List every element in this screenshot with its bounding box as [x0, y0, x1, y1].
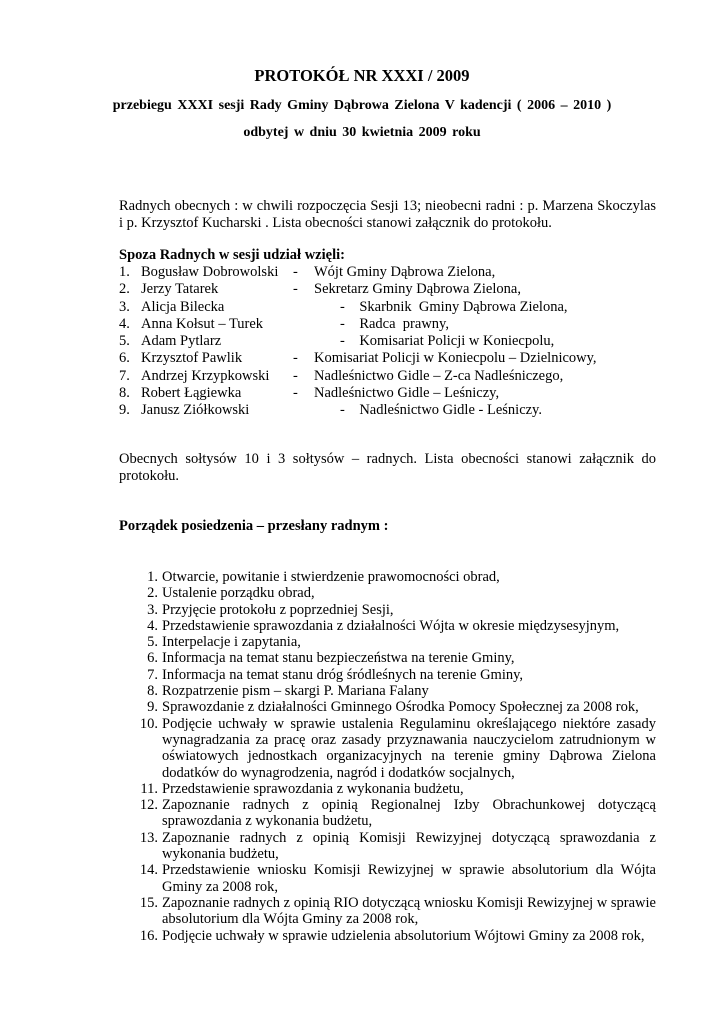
- guest-role: Sekretarz Gminy Dąbrowa Zielona,: [314, 281, 521, 298]
- agenda-item-number: 12.: [139, 797, 158, 814]
- guest-item: [119, 316, 659, 333]
- guest-name: Robert Łągiewka: [141, 385, 242, 402]
- guests-heading: Spoza Radnych w sesji udział wzięli:: [119, 247, 345, 263]
- agenda-item: [137, 862, 656, 895]
- agenda-item-number: 16.: [139, 927, 158, 944]
- guest-item: [119, 368, 659, 385]
- guest-role: Nadleśnictwo Gidle – Leśniczy,: [314, 385, 500, 402]
- guest-name: Alicja Bilecka: [141, 298, 225, 315]
- guest-item: [119, 299, 659, 316]
- agenda-item-number: 10.: [139, 715, 158, 732]
- guest-name: Anna Kołsut – Turek: [141, 315, 264, 332]
- agenda-item: [137, 602, 656, 618]
- agenda-item: [137, 830, 656, 863]
- agenda-list: [137, 569, 656, 944]
- agenda-item-text: Zapoznanie radnych z opinią RIO dotyczącą wniosku Komisji Rewizyjnej w sprawie absolutorium dla Wójta Gminy za 2008 rok,: [162, 894, 656, 928]
- guest-number: 3.: [119, 298, 130, 315]
- document-title: PROTOKÓŁ NR XXXI / 2009: [254, 66, 470, 85]
- guest-role: - Nadleśnictwo Gidle - Leśniczy.: [340, 402, 542, 419]
- agenda-item: [137, 585, 656, 601]
- guest-number: 8.: [119, 385, 130, 402]
- agenda-item-number: 13.: [139, 829, 158, 846]
- guest-separator: -: [293, 281, 298, 298]
- guest-role: - Radca prawny,: [340, 315, 449, 332]
- guest-role: Nadleśnictwo Gidle – Z-ca Nadleśniczego,: [314, 367, 564, 384]
- agenda-item-text: Podjęcie uchwały w sprawie udzielenia absolutorium Wójtowi Gminy za 2008 rok,: [162, 927, 645, 944]
- agenda-item-number: 8.: [147, 683, 158, 700]
- guest-name: Bogusław Dobrowolski: [141, 264, 279, 280]
- session-date: odbytej w dniu 30 kwietnia 2009 roku: [243, 125, 481, 140]
- guest-item: [119, 333, 659, 350]
- agenda-item-text: Zapoznanie radnych z opinią Regionalnej Izby Obrachunkowej dotyczącą sprawozdania z wykonania budżetu,: [162, 797, 656, 830]
- agenda-item-number: 1.: [147, 569, 158, 585]
- agenda-item-text: Informacja na temat stanu bezpieczeństwa na terenie Gminy,: [162, 650, 515, 667]
- guest-name: Jerzy Tatarek: [141, 281, 219, 298]
- agenda-item: [137, 797, 656, 830]
- guest-number: 9.: [119, 402, 130, 419]
- agenda-item-text: Informacja na temat stanu dróg śródleśnych na terenie Gminy,: [162, 666, 524, 683]
- agenda-heading: Porządek posiedzenia – przesłany radnym :: [119, 518, 389, 534]
- agenda-item: [137, 683, 656, 699]
- agenda-item: [137, 569, 656, 585]
- guests-list: [119, 264, 659, 420]
- guest-item: [119, 281, 659, 298]
- guest-item: [119, 350, 659, 367]
- guest-item: [119, 264, 659, 281]
- agenda-item-number: 9.: [147, 699, 158, 716]
- agenda-item-number: 6.: [147, 650, 158, 667]
- guest-name: Adam Pytlarz: [141, 333, 222, 350]
- agenda-item-number: 5.: [147, 634, 158, 651]
- agenda-item: [137, 650, 656, 666]
- agenda-item-number: 15.: [139, 894, 158, 911]
- agenda-item: [137, 716, 656, 781]
- guest-role: Wójt Gminy Dąbrowa Zielona,: [314, 264, 496, 280]
- guest-item: [119, 385, 659, 402]
- agenda-item-number: 14.: [139, 862, 158, 879]
- agenda-item: [137, 928, 656, 944]
- guest-number: 6.: [119, 350, 130, 367]
- agenda-item-text: Sprawozdanie z działalności Gminnego Ośrodka Pomocy Społecznej za 2008 rok,: [162, 699, 639, 716]
- guest-name: Andrzej Krzypkowski: [141, 367, 270, 384]
- agenda-item: [137, 699, 656, 715]
- agenda-item-text: Przedstawienie wniosku Komisji Rewizyjnej w sprawie absolutorium dla Wójta Gminy za 2008 rok,: [162, 862, 656, 895]
- guest-name: Janusz Ziółkowski: [141, 402, 250, 419]
- agenda-item: [137, 618, 656, 634]
- agenda-item-text: Przyjęcie protokołu z poprzedniej Sesji,: [162, 601, 394, 618]
- guest-separator: -: [293, 264, 298, 280]
- guest-role: Komisariat Policji w Koniecpolu – Dzielnicowy,: [314, 350, 597, 367]
- agenda-item: [137, 634, 656, 650]
- agenda-item-text: Ustalenie porządku obrad,: [162, 585, 315, 602]
- document-subtitle: przebiegu XXXI sesji Rady Gminy Dąbrowa Zielona V kadencji ( 2006 – 2010 ): [112, 98, 612, 113]
- agenda-item-number: 7.: [147, 666, 158, 683]
- guest-number: 7.: [119, 367, 130, 384]
- agenda-item: [137, 895, 656, 928]
- guest-number: 5.: [119, 333, 130, 350]
- agenda-item-number: 3.: [147, 601, 158, 618]
- agenda-item-number: 2.: [147, 585, 158, 602]
- agenda-item-text: Zapoznanie radnych z opinią Komisji Rewizyjnej dotyczącą sprawozdania z wykonania budżetu,: [162, 829, 656, 863]
- guest-role: - Komisariat Policji w Koniecpolu,: [340, 333, 555, 350]
- agenda-item-text: Przedstawienie sprawozdania z wykonania budżetu,: [162, 780, 464, 797]
- guest-separator: -: [293, 367, 298, 384]
- soltys-paragraph: Obecnych sołtysów 10 i 3 sołtysów – radnych. Lista obecności stanowi załącznik do protokołu.: [119, 451, 656, 484]
- attendance-paragraph: Radnych obecnych : w chwili rozpoczęcia Sesji 13; nieobecni radni : p. Marzena Skoczylas i p. Krzysztof Kucharski . Lista obecności stanowi załącznik do protokołu.: [119, 198, 656, 231]
- agenda-item: [137, 667, 656, 683]
- guest-item: [119, 402, 659, 419]
- agenda-item-text: Podjęcie uchwały w sprawie ustalenia Regulaminu określającego niektóre zasady wynagradzania za pracę oraz zasady przyznawania nauczycielom zatrudnionym w oświatowych jednostkach organizacyjnych na terenie gminy Dąbrowa Zielona dodatków do wynagrodzenia, nagród i dodatków socjalnych,: [162, 715, 656, 781]
- guest-number: 1.: [119, 264, 130, 280]
- guest-number: 4.: [119, 315, 130, 332]
- agenda-item-text: Rozpatrzenie pism – skargi P. Mariana Falany: [162, 683, 429, 700]
- agenda-item-text: Interpelacje i zapytania,: [162, 634, 301, 651]
- agenda-item-number: 4.: [147, 617, 158, 634]
- agenda-item-text: Otwarcie, powitanie i stwierdzenie prawomocności obrad,: [162, 569, 500, 585]
- agenda-item-number: 11.: [140, 780, 158, 797]
- guest-separator: -: [293, 350, 298, 367]
- guest-number: 2.: [119, 281, 130, 298]
- guest-name: Krzysztof Pawlik: [141, 350, 243, 367]
- agenda-item-text: Przedstawienie sprawozdania z działalności Wójta w okresie międzysesyjnym,: [162, 617, 620, 634]
- guest-role: - Skarbnik Gminy Dąbrowa Zielona,: [340, 298, 568, 315]
- guest-separator: -: [293, 385, 298, 402]
- agenda-item: [137, 781, 656, 797]
